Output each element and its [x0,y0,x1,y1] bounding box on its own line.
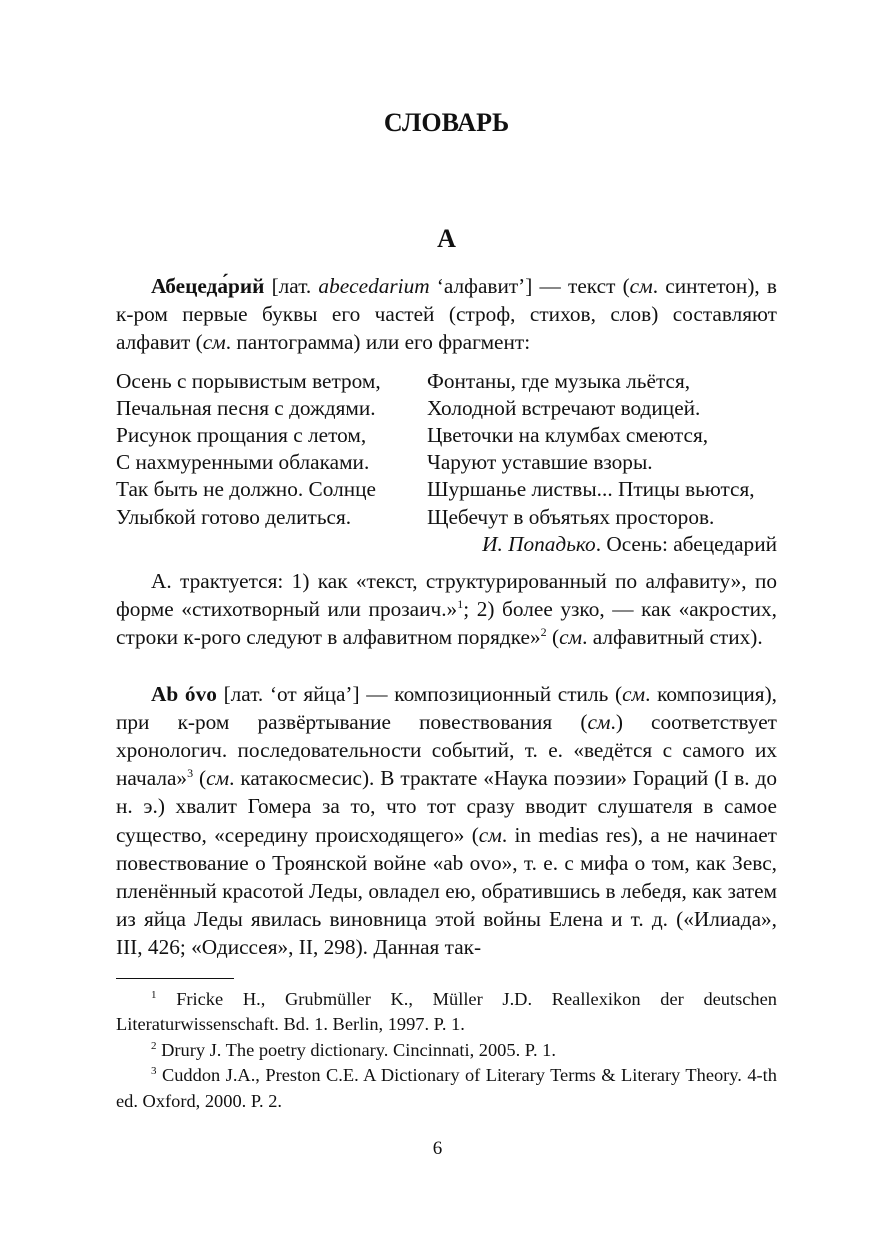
poem-credit: И. Попадько. Осень: абецедарий [482,531,777,556]
latin-term: abecedarium [318,274,430,298]
footnote: $^3$ Cuddon J.A., Preston C.E. A Dictionary of Literary Terms & Literary Theory. 4-th ed. Oxford, 2000. P. 2. [116,1065,777,1112]
poem-line: Цветочки на клумбах смеются, [427,423,709,448]
entry-headword: Абецеда́рий [151,274,265,298]
cross-ref-marker: см [559,625,583,650]
page-number: 6 [432,1138,443,1159]
entry-abecedarium: Абецеда́рий [лат. abecedarium ‘алфавит’] — текст (см. синтетон), в к-ром первые буквы его частей (строф, стихов, слов) составляют алфавит (см. пантограмма) или его фрагмент: [116,274,777,355]
entry-abecedarium-continued: А. трактуется: 1) как «текст, структурированный по алфавиту», по форме «стихотворный или прозаич.»$^1$; 2) более узко, — как «акростих, строки к-рого следуют в алфавитном порядке»$^2$ (см. алфавитный стих). [116,569,777,650]
page-title: СЛОВАРЬ [383,108,510,137]
footnote-ref: 1 [457,597,464,612]
poem-line: Так быть не должно. Солнце [116,477,376,502]
footnote-ref: 3 [187,766,194,781]
cross-ref-marker: см [629,274,653,298]
poem-line: Холодной встречают водицей. [427,395,701,420]
poem-author: И. Попадько [482,531,596,556]
footnote-number: 1 [151,988,157,1001]
cross-ref-marker: см [478,822,502,847]
poem-line: Рисунок прощания с летом, [116,423,367,448]
poem-example [116,368,777,531]
cross-ref-marker: см [206,766,230,791]
cross-ref-marker: см [622,681,646,706]
poem-line: Осень с порывистым ветром, [116,368,381,393]
footnote-divider [116,978,234,979]
footnotes [116,987,777,1115]
poem-column-right [427,368,777,531]
cross-ref-marker: см [587,709,611,734]
footnote-number: 3 [151,1065,157,1078]
section-letter: А [437,224,456,253]
poem-column-left [116,368,427,531]
cross-ref-marker: см [202,330,226,355]
footnote: $^2$ Drury J. The poetry dictionary. Cincinnati, 2005. P. 1. [151,1039,556,1060]
poem-line: Улыбкой готово делиться. [116,504,352,529]
poem-line: Щебечут в объятьях просторов. [427,504,715,529]
poem-line: Чаруют уставшие взоры. [427,450,653,475]
footnote: $^1$ Fricke H., Grubmüller K., Müller J.D. Reallexikon der deutschen Literaturwissenschaft. Bd. 1. Berlin, 1997. P. 1. [116,988,777,1035]
entry-headword: Ab óvo [151,681,217,706]
poem-line: С нахмуренными облаками. [116,450,370,475]
footnote-number: 2 [151,1039,157,1052]
poem-line: Шуршанье листвы... Птицы вьются, [427,477,755,502]
poem-line: Печальная песня с дождями. [116,395,376,420]
entry-ab-ovo: Ab óvo [лат. ‘от яйца’] — композиционный стиль (см. композиция), при к-ром развёртывание повествования (см.) соответствует хронологич. последовательности событий, т. е. «ведётся с самого их начала»$^3$ (см. катакосмесис). В трактате «Наука поэзии» Гораций (I в. до н. э.) хвалит Гомера за то, что тот сразу вводит слушателя в самое существо, «середину происходящего» (см. in medias res), а не начинает повествование о Троянской войне «ab ovo», т. е. с мифа о том, как Зевс, пленённый красотой Леды, овладел ею, обратившись в лебедя, как затем из яйца Леды явилась виновница этой войны Елена и т. д. («Илиада», III, 426; «Одиссея», II, 298). Данная так- [116,681,777,960]
footnote-ref: 2 [540,625,547,640]
poem-line: Фонтаны, где музыка льётся, [427,368,691,393]
